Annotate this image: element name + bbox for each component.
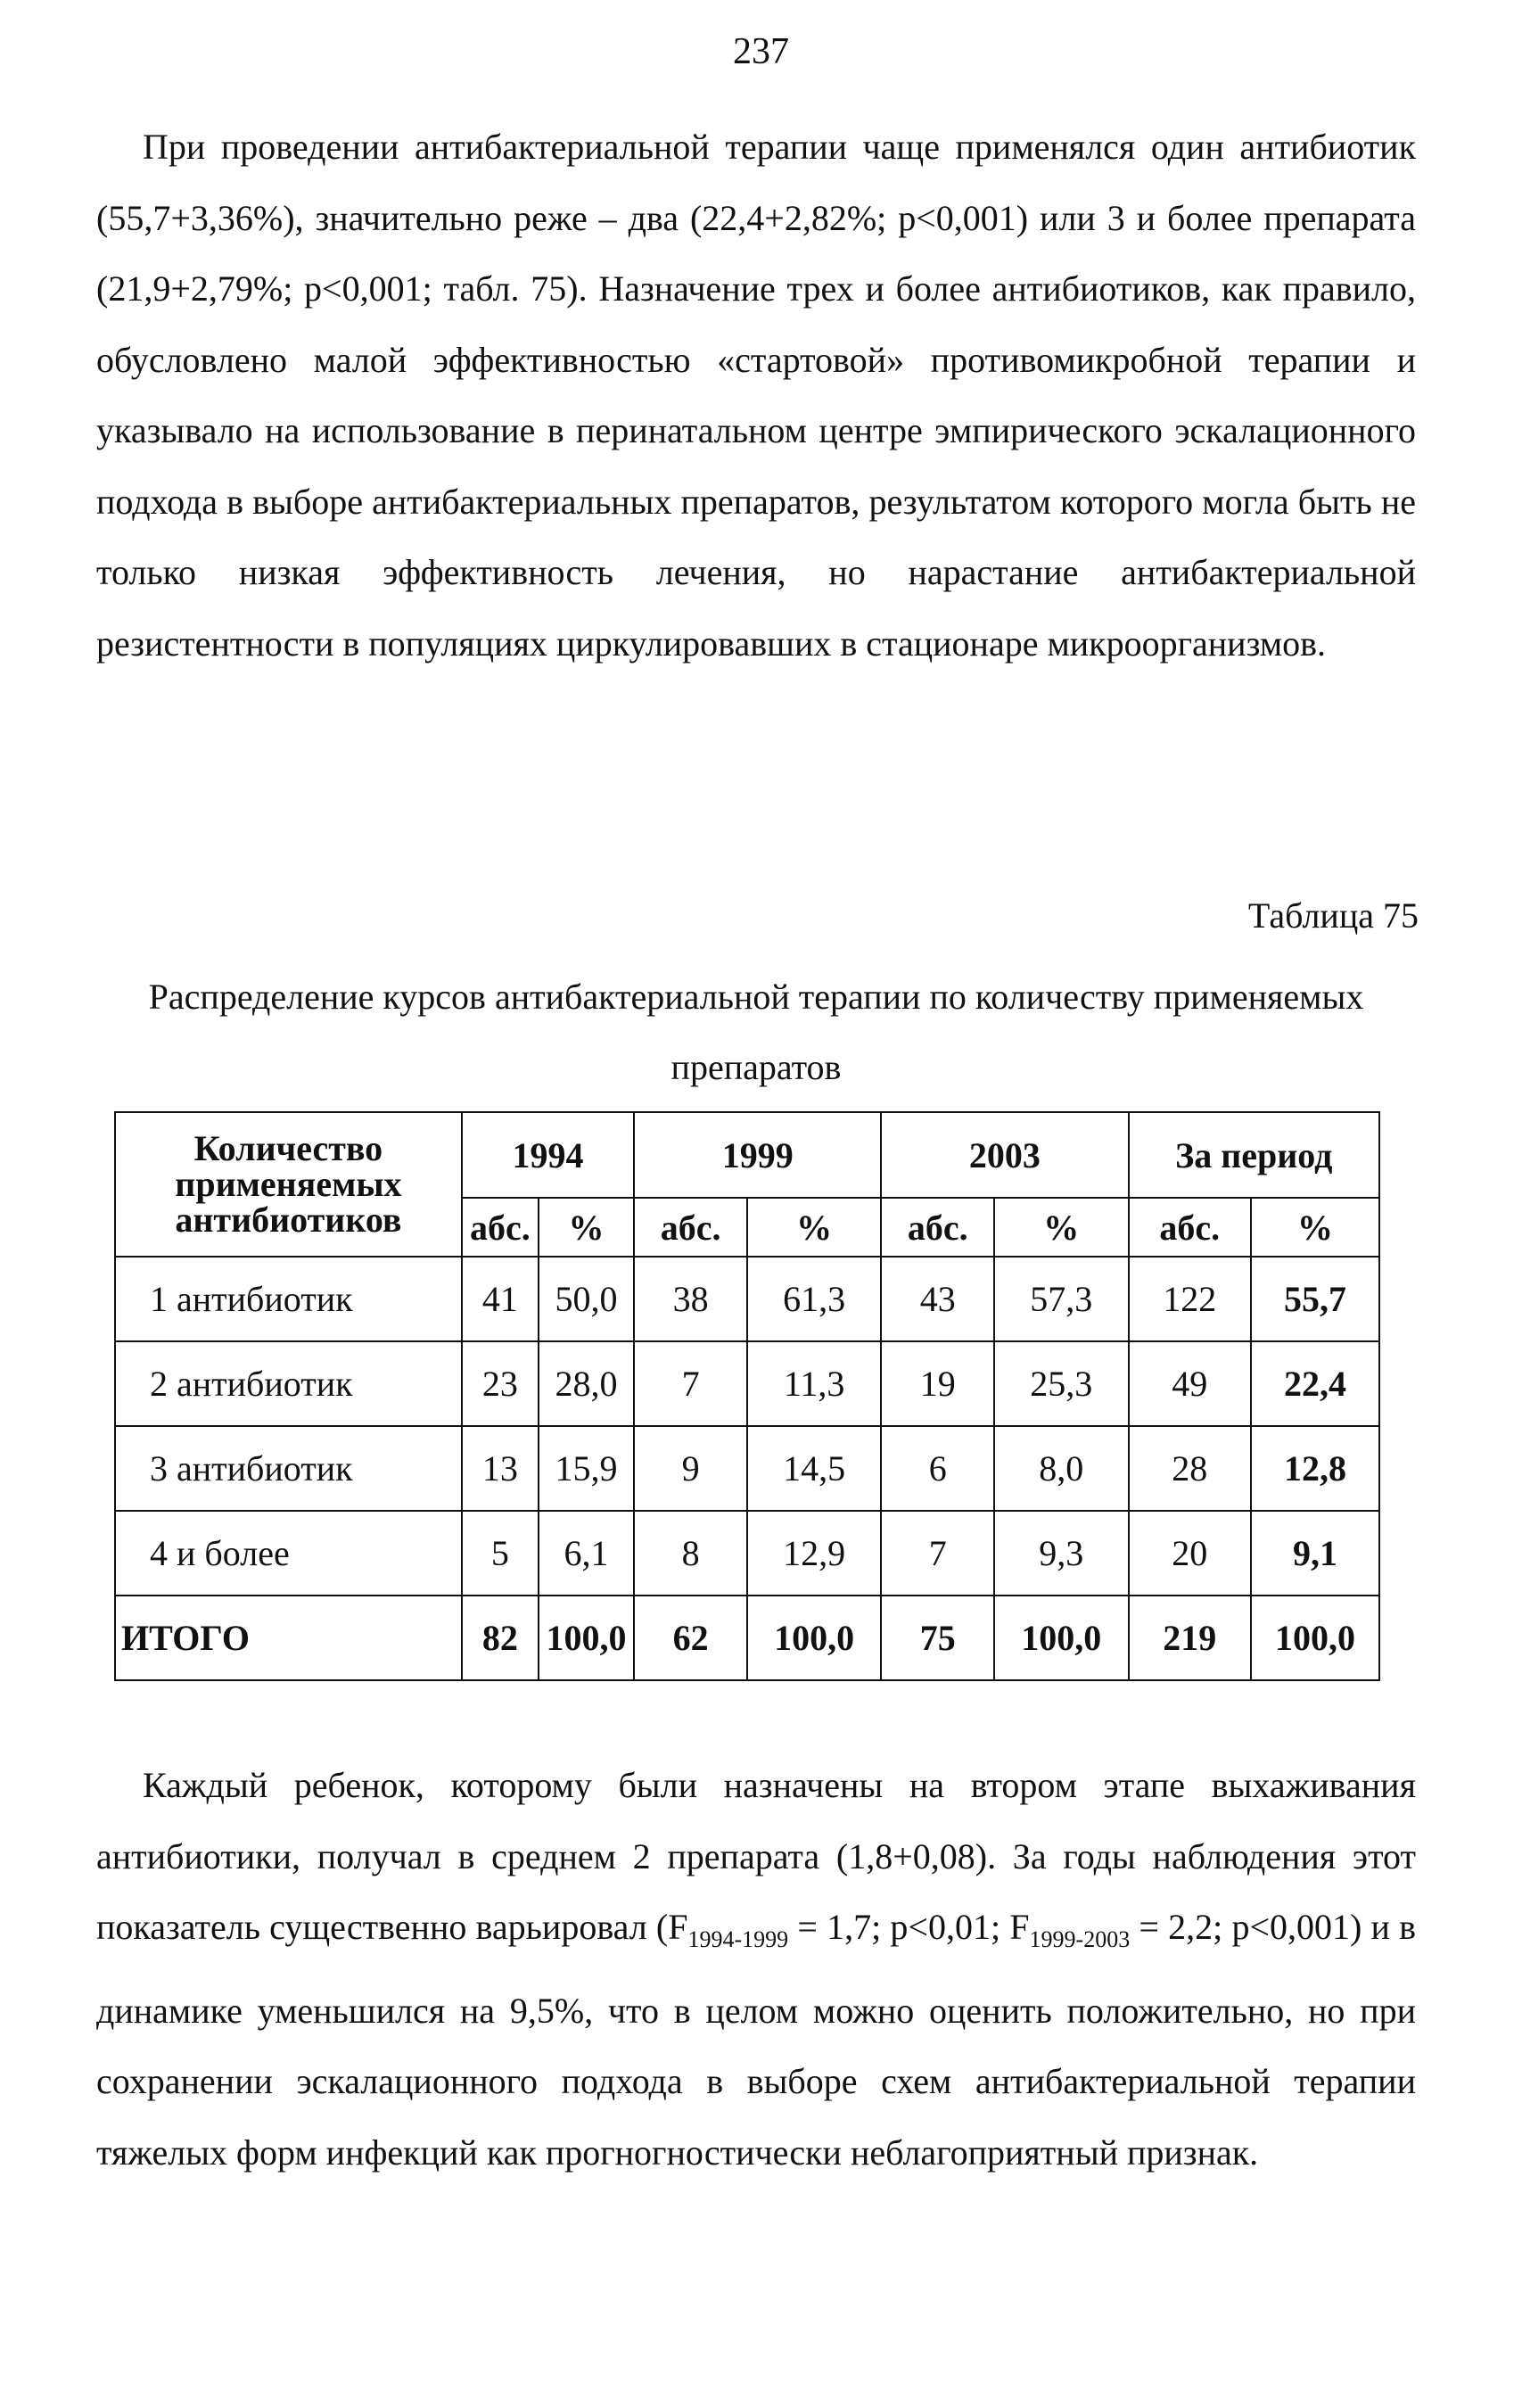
table-label: Таблица 75 (1247, 895, 1419, 936)
table-cell: 5 (462, 1511, 539, 1596)
table-title: Распределение курсов антибактериальной терапии по количеству применяемых препаратов (148, 977, 1364, 1087)
table-cell: 100,0 (747, 1596, 881, 1680)
header-period: За период (1129, 1112, 1380, 1198)
table-cell: 82 (462, 1596, 539, 1680)
row-label: 2 антибиотик (115, 1341, 462, 1426)
paragraph-2-text: = 2,2; p<0,001) и в динамике уменьшился на 9,5%, что в целом можно оценить положительно, но при сохранении эскалационного подхода в выборе схем антибактериальной терапии тяжелых форм инфекций как прогногностически неблагоприятный признак. (96, 1907, 1416, 2173)
subheader-pct: % (747, 1198, 881, 1257)
table-cell: 9 (634, 1426, 747, 1511)
page-number: 237 (733, 31, 789, 72)
table-cell: 9,1 (1251, 1511, 1379, 1596)
row-label: ИТОГО (115, 1596, 462, 1680)
table-cell: 100,0 (1251, 1596, 1379, 1680)
table-cell: 8,0 (994, 1426, 1128, 1511)
table-cell: 7 (634, 1341, 747, 1426)
subheader-pct: % (1251, 1198, 1379, 1257)
table-cell: 49 (1129, 1341, 1252, 1426)
header-corner: Количество применяемых антибиотиков (115, 1112, 462, 1257)
table-cell: 100,0 (539, 1596, 634, 1680)
table-cell: 38 (634, 1257, 747, 1341)
table-cell: 9,3 (994, 1511, 1128, 1596)
table-cell: 219 (1129, 1596, 1252, 1680)
subscript-period-2: 1999-2003 (1029, 1926, 1131, 1952)
table-row (115, 1426, 1379, 1511)
table-cell: 55,7 (1251, 1257, 1379, 1341)
header-year-1999: 1999 (634, 1112, 881, 1198)
table-cell: 57,3 (994, 1257, 1128, 1341)
table-cell: 15,9 (539, 1426, 634, 1511)
table-cell: 12,8 (1251, 1426, 1379, 1511)
table-cell: 100,0 (994, 1596, 1128, 1680)
subheader-abs: абс. (462, 1198, 539, 1257)
table-cell: 28,0 (539, 1341, 634, 1426)
table-cell: 6 (881, 1426, 994, 1511)
table-cell: 122 (1129, 1257, 1252, 1341)
subheader-abs: абс. (881, 1198, 994, 1257)
table-cell: 50,0 (539, 1257, 634, 1341)
table-cell: 19 (881, 1341, 994, 1426)
table-cell: 61,3 (747, 1257, 881, 1341)
subheader-pct: % (539, 1198, 634, 1257)
subheader-abs: абс. (634, 1198, 747, 1257)
table-cell: 75 (881, 1596, 994, 1680)
table-cell: 62 (634, 1596, 747, 1680)
subheader-abs: абс. (1129, 1198, 1252, 1257)
table-row (115, 1257, 1379, 1341)
table-cell: 41 (462, 1257, 539, 1341)
row-label: 4 и более (115, 1511, 462, 1596)
header-year-1994: 1994 (462, 1112, 634, 1198)
subheader-pct: % (994, 1198, 1128, 1257)
table-cell: 23 (462, 1341, 539, 1426)
table-cell: 12,9 (747, 1511, 881, 1596)
paragraph-1-text: При проведении антибактериальной терапии чаще применялся один антибиотик (55,7+3,36%), значительно реже – два (22,4+2,82%; p<0,001) или 3 и более препарата (21,9+2,79%; p<0,001; табл. 75). Назначение трех и более антибиотиков, как правило, обусловлено малой эффективностью «стартовой» противомикробной терапии и указывало на использование в перинатальном центре эмпирического эскалационного подхода в выборе антибактериальных препаратов, результатом которого могла быть не только низкая эффективность лечения, но нарастание антибактериальной резистентности в популяциях циркулировавших в стационаре микроорганизмов. (96, 127, 1416, 664)
table-cell: 25,3 (994, 1341, 1128, 1426)
table-cell: 20 (1129, 1511, 1252, 1596)
table-cell: 11,3 (747, 1341, 881, 1426)
data-table (114, 1111, 1380, 1681)
table-cell: 43 (881, 1257, 994, 1341)
table-row (115, 1511, 1379, 1596)
table-row-total (115, 1596, 1379, 1680)
table-row (115, 1341, 1379, 1426)
table-cell: 13 (462, 1426, 539, 1511)
row-label: 1 антибиотик (115, 1257, 462, 1341)
header-year-2003: 2003 (881, 1112, 1128, 1198)
paragraph-2-text: Каждый ребенок, которому были назначены на втором этапе выхаживания антибиотики, получал в среднем 2 препарата (1,8+0,08). За годы наблюдения этот показатель существенно варьировал (F (96, 1765, 1416, 1947)
paragraph-2-text: = 1,7; p<0,01; F (788, 1907, 1030, 1947)
subscript-period-1: 1994-1999 (687, 1926, 789, 1952)
table-cell: 28 (1129, 1426, 1252, 1511)
table-cell: 14,5 (747, 1426, 881, 1511)
table-cell: 8 (634, 1511, 747, 1596)
table-cell: 7 (881, 1511, 994, 1596)
table-cell: 22,4 (1251, 1341, 1379, 1426)
table-cell: 6,1 (539, 1511, 634, 1596)
row-label: 3 антибиотик (115, 1426, 462, 1511)
paragraph-2 (96, 1750, 1416, 2188)
paragraph-1 (96, 111, 1416, 679)
